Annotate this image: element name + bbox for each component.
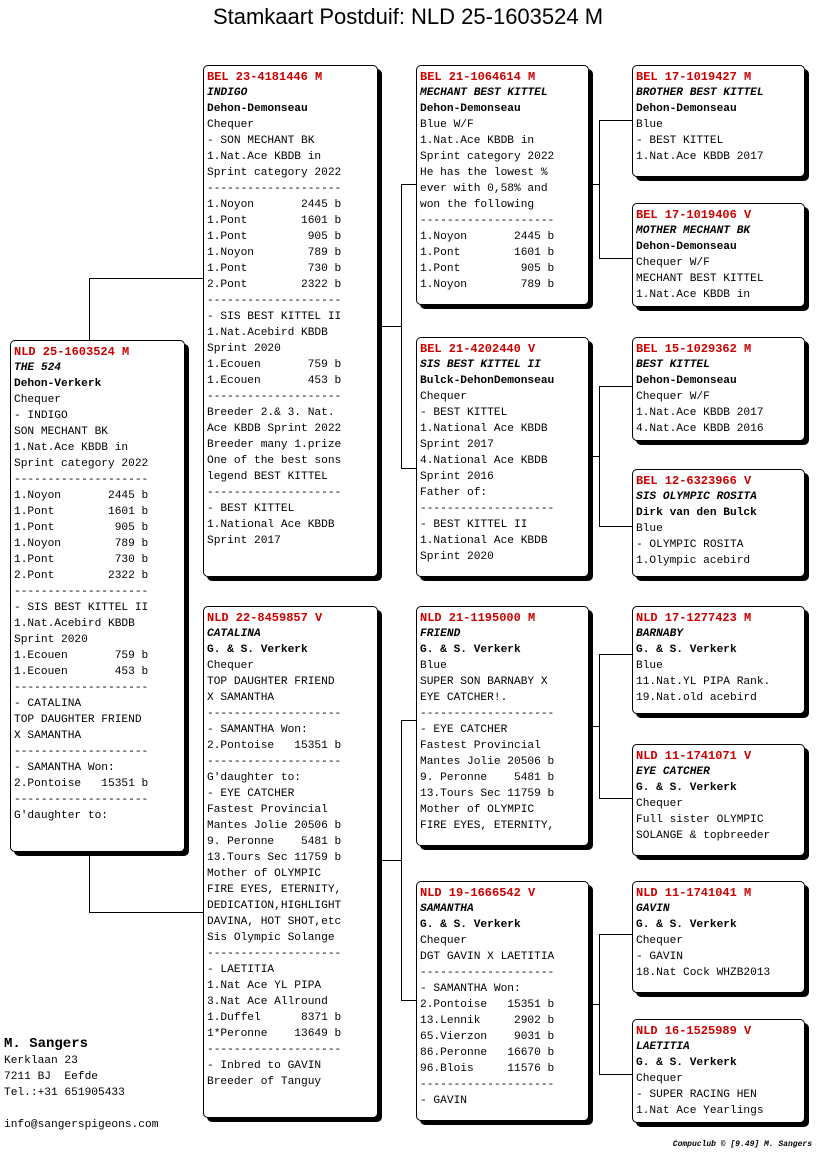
connector-line <box>89 912 204 913</box>
pedigree-line: - OLYMPIC ROSITA <box>636 539 744 551</box>
pedigree-line: 2.Pontoise 15351 b <box>420 999 555 1011</box>
pigeon-card-mother <box>203 606 378 1118</box>
owner-name: M. Sangers <box>4 1036 89 1052</box>
pedigree-line: SOLANGE & topbreeder <box>636 830 771 842</box>
pedigree-line: Sprint 2020 <box>420 551 494 563</box>
pedigree-line: - BEST KITTEL <box>636 135 724 147</box>
pedigree-line: Mother of OLYMPIC <box>420 804 535 816</box>
pedigree-line: 1.National Ace KBDB <box>420 423 548 435</box>
connector-line <box>378 860 402 861</box>
pedigree-line: One of the best sons <box>207 455 342 467</box>
pigeon-card-father <box>203 65 378 577</box>
pedigree-line: Mantes Jolie 20506 b <box>207 820 342 832</box>
connector-line <box>599 1074 633 1075</box>
connector-line <box>89 278 90 340</box>
pigeon-color: Chequer W/F <box>636 257 710 269</box>
connector-line <box>599 798 633 799</box>
pedigree-line: 1.Ecouen 453 b <box>14 666 149 678</box>
pedigree-line: 1.Pont 730 b <box>14 554 149 566</box>
ring-number: NLD 11-1741041 M <box>636 886 752 900</box>
pigeon-card-fmf <box>632 337 805 441</box>
breeder: G. & S. Verkerk <box>636 644 737 656</box>
pedigree-line: -------------------- <box>14 586 149 598</box>
owner-street: Kerklaan 23 <box>4 1055 78 1067</box>
pigeon-name: FRIEND <box>420 628 461 640</box>
connector-line <box>599 120 600 258</box>
ring-number: NLD 17-1277423 M <box>636 611 752 625</box>
pigeon-card-mff <box>632 606 805 714</box>
pedigree-line: 18.Nat Cock WHZB2013 <box>636 967 771 979</box>
ring-number: NLD 21-1195000 M <box>420 611 536 625</box>
connector-line <box>401 468 417 469</box>
pedigree-line: He has the lowest % <box>420 167 548 179</box>
connector-line <box>89 278 204 279</box>
pedigree-line: Sprint category 2022 <box>14 458 149 470</box>
pedigree-line: ever with 0,58% and <box>420 183 548 195</box>
breeder: G. & S. Verkerk <box>420 919 521 931</box>
pigeon-color: Chequer W/F <box>636 391 710 403</box>
pedigree-line: Breeder many 1.prize <box>207 439 342 451</box>
pigeon-name: GAVIN <box>636 903 670 915</box>
pedigree-line: 1.Nat.Ace KBDB 2017 <box>636 151 764 163</box>
pedigree-line: - SIS BEST KITTEL II <box>207 311 342 323</box>
pedigree-line: - GAVIN <box>636 951 683 963</box>
pedigree-line: - EYE CATCHER <box>420 724 508 736</box>
breeder: Dehon-Demonseau <box>636 103 737 115</box>
breeder: Dehon-Demonseau <box>636 241 737 253</box>
pedigree-line: -------------------- <box>14 794 149 806</box>
connector-line <box>599 386 633 387</box>
pedigree-line: 1.Pont 1601 b <box>420 247 555 259</box>
pedigree-line: Breeder 2.& 3. Nat. <box>207 407 335 419</box>
pedigree-line: 13.Lennik 2902 b <box>420 1015 555 1027</box>
pedigree-line: 1.Noyon 789 b <box>14 538 149 550</box>
pedigree-line: 1.Nat.Acebird KBDB <box>207 327 328 339</box>
pedigree-line: 1.National Ace KBDB <box>420 535 548 547</box>
pedigree-line: 1.Nat Ace YL PIPA <box>207 980 322 992</box>
pedigree-line: G'daughter to: <box>14 810 108 822</box>
pedigree-line: - SAMANTHA Won: <box>420 983 521 995</box>
breeder: Dehon-Verkerk <box>14 378 102 390</box>
breeder: G. & S. Verkerk <box>636 919 737 931</box>
pedigree-line: - BEST KITTEL <box>207 503 295 515</box>
pedigree-line: SUPER SON BARNABY X <box>420 676 548 688</box>
ring-number: NLD 22-8459857 V <box>207 611 323 625</box>
connector-line <box>599 120 633 121</box>
pedigree-line: 4.National Ace KBDB <box>420 455 548 467</box>
pedigree-line: 1.Pont 905 b <box>14 522 149 534</box>
owner-email[interactable]: info@sangerspigeons.com <box>4 1119 159 1131</box>
connector-line <box>599 934 633 935</box>
pedigree-line: G'daughter to: <box>207 772 301 784</box>
pigeon-card-subject <box>10 340 185 852</box>
pedigree-line: Mantes Jolie 20506 b <box>420 756 555 768</box>
ring-number: NLD 19-1666542 V <box>420 886 536 900</box>
page-title: Stamkaart Postduif: NLD 25-1603524 M <box>212 4 604 29</box>
pedigree-line: - Inbred to GAVIN <box>207 1060 322 1072</box>
pigeon-card-mother-father <box>416 606 589 846</box>
pigeon-color: Blue <box>636 660 663 672</box>
pedigree-line: 1*Peronne 13649 b <box>207 1028 342 1040</box>
pedigree-line: Father of: <box>420 487 488 499</box>
pedigree-line: SON MECHANT BK <box>14 426 108 438</box>
pigeon-name: BEST KITTEL <box>636 359 710 371</box>
pedigree-line: - SAMANTHA Won: <box>14 762 115 774</box>
pedigree-line: TOP DAUGHTER FRIEND <box>207 676 335 688</box>
pedigree-line: won the following <box>420 199 535 211</box>
pedigree-line: 1.National Ace KBDB <box>207 519 335 531</box>
connector-line <box>401 1000 417 1001</box>
pedigree-line: 1.Duffel 8371 b <box>207 1012 342 1024</box>
breeder: G. & S. Verkerk <box>420 644 521 656</box>
ring-number: BEL 12-6323966 V <box>636 474 752 488</box>
pedigree-line: -------------------- <box>207 708 342 720</box>
pedigree-line: 9. Peronne 5481 b <box>207 836 342 848</box>
pigeon-card-ffm <box>632 203 805 307</box>
pedigree-line: -------------------- <box>14 746 149 758</box>
pigeon-card-fff <box>632 65 805 177</box>
owner-phone: Tel.:+31 651905433 <box>4 1087 125 1099</box>
pedigree-line: -------------------- <box>207 756 342 768</box>
pigeon-card-father-mother <box>416 337 589 577</box>
pedigree-line: 1.Nat.Ace KBDB in <box>636 289 751 301</box>
pedigree-line: - EYE CATCHER <box>207 788 295 800</box>
pedigree-line: Sprint 2020 <box>14 634 88 646</box>
pedigree-line: -------------------- <box>420 1079 555 1091</box>
breeder: Dehon-Demonseau <box>420 103 521 115</box>
pedigree-line: 1.Noyon 2445 b <box>207 199 342 211</box>
connector-line <box>589 184 600 185</box>
pigeon-color: Chequer <box>420 391 467 403</box>
breeder: Bulck-DehonDemonseau <box>420 375 555 387</box>
pedigree-line: - INDIGO <box>14 410 68 422</box>
pigeon-color: Blue <box>636 119 663 131</box>
connector-line <box>589 1004 600 1005</box>
pedigree-line: 3.Nat Ace Allround <box>207 996 328 1008</box>
connector-line <box>589 726 600 727</box>
pigeon-name: THE 524 <box>14 362 61 374</box>
pigeon-name: BARNABY <box>636 628 683 640</box>
pedigree-line: Fastest Provincial <box>207 804 328 816</box>
pedigree-line: - SAMANTHA Won: <box>207 724 308 736</box>
connector-line <box>599 654 633 655</box>
pedigree-line: 2.Pont 2322 b <box>14 570 149 582</box>
pigeon-name: SAMANTHA <box>420 903 474 915</box>
pedigree-line: 9. Peronne 5481 b <box>420 772 555 784</box>
pigeon-color: Blue <box>636 523 663 535</box>
pedigree-line: 65.Vierzon 9031 b <box>420 1031 555 1043</box>
breeder: G. & S. Verkerk <box>636 782 737 794</box>
pedigree-line: 1.Ecouen 453 b <box>207 375 342 387</box>
pedigree-line: - CATALINA <box>14 698 82 710</box>
pedigree-line: FIRE EYES, ETERNITY, <box>420 820 555 832</box>
pedigree-line: -------------------- <box>420 215 555 227</box>
pedigree-line: -------------------- <box>420 967 555 979</box>
pedigree-line: - SUPER RACING HEN <box>636 1089 757 1101</box>
pedigree-line: Sprint 2016 <box>420 471 494 483</box>
pedigree-line: 86.Peronne 16670 b <box>420 1047 555 1059</box>
pedigree-line: MECHANT BEST KITTEL <box>636 273 764 285</box>
pedigree-line: 96.Blois 11576 b <box>420 1063 555 1075</box>
pedigree-line: 1.Pont 905 b <box>207 231 342 243</box>
breeder: Dehon-Demonseau <box>207 103 308 115</box>
pedigree-line: Ace KBDB Sprint 2022 <box>207 423 342 435</box>
pigeon-name: SIS OLYMPIC ROSITA <box>636 491 757 503</box>
pedigree-line: 1.Pont 905 b <box>420 263 555 275</box>
pigeon-color: Chequer <box>207 119 254 131</box>
pigeon-color: Chequer <box>14 394 61 406</box>
connector-line <box>401 184 417 185</box>
pedigree-line: Sprint category 2022 <box>207 167 342 179</box>
pigeon-color: Blue <box>420 660 447 672</box>
ring-number: BEL 17-1019427 M <box>636 70 752 84</box>
breeder: G. & S. Verkerk <box>207 644 308 656</box>
ring-number: NLD 25-1603524 M <box>14 345 130 359</box>
pigeon-color: Chequer <box>207 660 254 672</box>
pedigree-line: -------------------- <box>14 682 149 694</box>
pedigree-line: 1.Ecouen 759 b <box>14 650 149 662</box>
owner-info <box>4 1035 158 1133</box>
pigeon-card-father-father <box>416 65 589 305</box>
pedigree-line: -------------------- <box>420 708 555 720</box>
pedigree-line: 1.Ecouen 759 b <box>207 359 342 371</box>
pedigree-line: 1.Noyon 2445 b <box>14 490 149 502</box>
breeder: G. & S. Verkerk <box>636 1057 737 1069</box>
pigeon-card-mfm <box>632 744 805 856</box>
pedigree-line: 13.Tours Sec 11759 b <box>207 852 342 864</box>
pedigree-line: -------------------- <box>420 503 555 515</box>
connector-line <box>599 526 633 527</box>
pedigree-line: -------------------- <box>207 295 342 307</box>
pedigree-line: 4.Nat.Ace KBDB 2016 <box>636 423 764 435</box>
pedigree-line: 1.Pont 730 b <box>207 263 342 275</box>
connector-line <box>89 852 90 913</box>
pedigree-line: - GAVIN <box>420 1095 467 1107</box>
pigeon-color: Chequer <box>636 935 683 947</box>
breeder: Dirk van den Bulck <box>636 507 757 519</box>
ring-number: BEL 21-1064614 M <box>420 70 536 84</box>
pedigree-line: 1.Nat Ace Yearlings <box>636 1105 764 1117</box>
pigeon-card-mother-mother <box>416 881 589 1121</box>
pedigree-line: EYE CATCHER!. <box>420 692 508 704</box>
pigeon-color: Chequer <box>636 1073 683 1085</box>
pigeon-color: Chequer <box>420 935 467 947</box>
pedigree-line: 1.Noyon 789 b <box>420 279 555 291</box>
ring-number: BEL 21-4202440 V <box>420 342 536 356</box>
pigeon-color: Chequer <box>636 798 683 810</box>
ring-number: BEL 17-1019406 V <box>636 208 752 222</box>
pigeon-color: Blue W/F <box>420 119 474 131</box>
pedigree-line: 2.Pontoise 15351 b <box>207 740 342 752</box>
pigeon-name: BROTHER BEST KITTEL <box>636 87 764 99</box>
pedigree-line: 1.Nat.Ace KBDB in <box>420 135 535 147</box>
pedigree-line: 2.Pontoise 15351 b <box>14 778 149 790</box>
footer-credit: Compuclub © [9.49] M. Sangers <box>672 1140 812 1149</box>
pedigree-line: -------------------- <box>207 1044 342 1056</box>
ring-number: BEL 15-1029362 M <box>636 342 752 356</box>
pedigree-line: 1.Noyon 789 b <box>207 247 342 259</box>
pedigree-line: Full sister OLYMPIC <box>636 814 764 826</box>
owner-city: 7211 BJ Eefde <box>4 1071 98 1083</box>
pigeon-name: SIS BEST KITTEL II <box>420 359 541 371</box>
ring-number: NLD 16-1525989 V <box>636 1024 752 1038</box>
connector-line <box>589 456 600 457</box>
pedigree-line: -------------------- <box>207 391 342 403</box>
pedigree-line: 11.Nat.YL PIPA Rank. <box>636 676 771 688</box>
pigeon-name: LAETITIA <box>636 1041 690 1053</box>
pigeon-name: MECHANT BEST KITTEL <box>420 87 548 99</box>
pedigree-line: X SAMANTHA <box>207 692 275 704</box>
pedigree-line: 2.Pont 2322 b <box>207 279 342 291</box>
pedigree-line: -------------------- <box>207 948 342 960</box>
ring-number: NLD 11-1741071 V <box>636 749 752 763</box>
pigeon-card-mmf <box>632 881 805 993</box>
pedigree-line: -------------------- <box>207 487 342 499</box>
pedigree-line: TOP DAUGHTER FRIEND <box>14 714 142 726</box>
pedigree-line: X SAMANTHA <box>14 730 82 742</box>
pedigree-line: 1.Nat.Ace KBDB in <box>207 151 322 163</box>
pedigree-line: 13.Tours Sec 11759 b <box>420 788 555 800</box>
pedigree-line: 1.Nat.Ace KBDB in <box>14 442 129 454</box>
pedigree-line: -------------------- <box>14 474 149 486</box>
pedigree-line: Sprint 2017 <box>207 535 281 547</box>
pedigree-line: Sprint 2017 <box>420 439 494 451</box>
pedigree-line: - LAETITIA <box>207 964 275 976</box>
pigeon-card-mmm <box>632 1019 805 1123</box>
pedigree-line: FIRE EYES, ETERNITY, <box>207 884 342 896</box>
pigeon-name: CATALINA <box>207 628 261 640</box>
pedigree-line: 1.Nat.Ace KBDB 2017 <box>636 407 764 419</box>
pedigree-line: Sprint category 2022 <box>420 151 555 163</box>
connector-line <box>599 258 633 259</box>
pedigree-line: 1.Olympic acebird <box>636 555 751 567</box>
pedigree-line: Breeder of Tanguy <box>207 1076 322 1088</box>
pedigree-line: 1.Noyon 2445 b <box>420 231 555 243</box>
pedigree-line: - SIS BEST KITTEL II <box>14 602 149 614</box>
pedigree-line: Sprint 2020 <box>207 343 281 355</box>
pedigree-line: 1.Pont 1601 b <box>14 506 149 518</box>
pedigree-line: - SON MECHANT BK <box>207 135 315 147</box>
pedigree-line: 1.Nat.Acebird KBDB <box>14 618 135 630</box>
pedigree-line: Mother of OLYMPIC <box>207 868 322 880</box>
pigeon-name: EYE CATCHER <box>636 766 710 778</box>
pigeon-name: MOTHER MECHANT BK <box>636 225 751 237</box>
connector-line <box>401 720 417 721</box>
connector-line <box>378 326 402 327</box>
pedigree-line: -------------------- <box>207 183 342 195</box>
breeder: Dehon-Demonseau <box>636 375 737 387</box>
pedigree-line: - BEST KITTEL <box>420 407 508 419</box>
pedigree-line: 1.Pont 1601 b <box>207 215 342 227</box>
pedigree-line: legend BEST KITTEL <box>207 471 328 483</box>
pigeon-name: INDIGO <box>207 87 248 99</box>
pedigree-line: - BEST KITTEL II <box>420 519 528 531</box>
pedigree-line: Fastest Provincial <box>420 740 541 752</box>
pigeon-card-fmm <box>632 469 805 577</box>
ring-number: BEL 23-4181446 M <box>207 70 323 84</box>
pedigree-line: 19.Nat.old acebird <box>636 692 757 704</box>
pedigree-line: DAVINA, HOT SHOT,etc <box>207 916 342 928</box>
pedigree-line: Sis Olympic Solange <box>207 932 335 944</box>
pedigree-line: DEDICATION,HIGHLIGHT <box>207 900 342 912</box>
pedigree-line: DGT GAVIN X LAETITIA <box>420 951 555 963</box>
